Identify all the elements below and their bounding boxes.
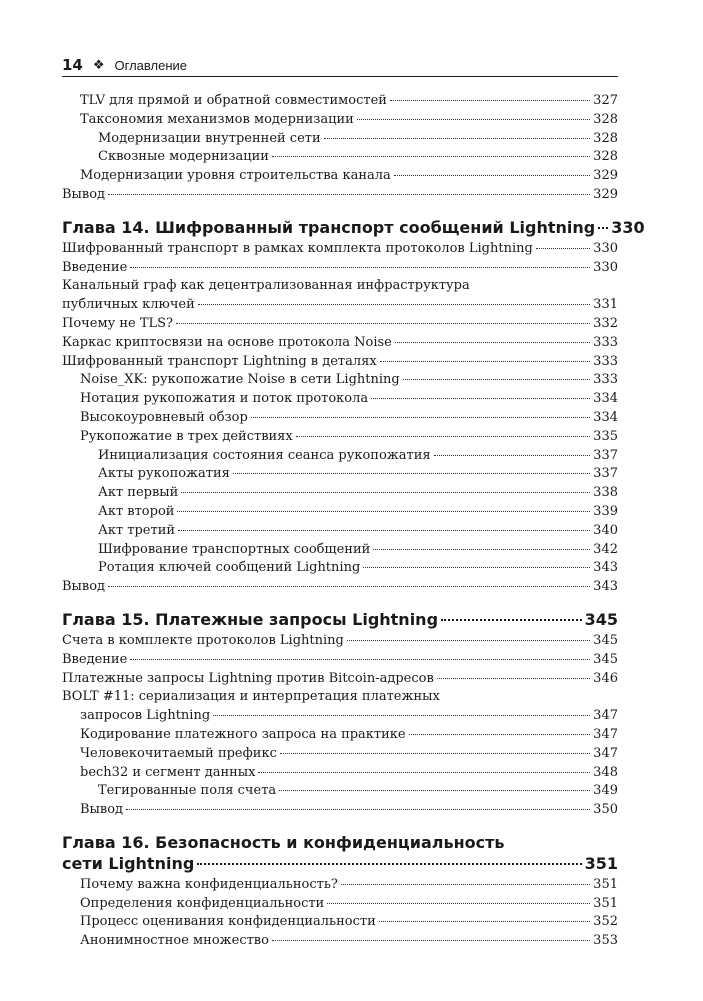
toc-entry[interactable]: Шифрование транспортных сообщений 342 bbox=[98, 541, 618, 557]
toc-entry[interactable]: Человекочитаемый префикс 347 bbox=[80, 745, 618, 761]
toc-entry[interactable]: bech32 и сегмент данных 348 bbox=[80, 764, 618, 780]
toc-entry[interactable]: Вывод 350 bbox=[80, 802, 618, 818]
toc-entry[interactable]: Ротация ключей сообщений Lightning 343 bbox=[98, 560, 618, 576]
toc-entry[interactable]: запросов Lightning 347 bbox=[80, 708, 618, 724]
toc-entry[interactable]: Введение 330 bbox=[62, 259, 618, 275]
diamond-ornament-icon: ❖ bbox=[92, 57, 105, 72]
toc-entry[interactable]: Кодирование платежного запроса на практике 347 bbox=[80, 726, 618, 742]
chapter-16-heading-line1[interactable]: Глава 16. Безопасность и конфиденциальность bbox=[62, 832, 505, 852]
toc-entry[interactable]: Высокоуровневый обзор 334 bbox=[80, 409, 618, 425]
toc-entry[interactable]: Рукопожатие в трех действиях 335 bbox=[80, 428, 618, 444]
chapter-15-heading[interactable]: Глава 15. Платежные запросы Lightning 345 bbox=[62, 609, 618, 629]
toc-entry[interactable]: Акты рукопожатия 337 bbox=[98, 466, 618, 482]
toc-entry[interactable]: Акт первый 338 bbox=[98, 485, 618, 501]
toc-entry[interactable]: Сквозные модернизации 328 bbox=[98, 149, 618, 165]
page-number: 14 bbox=[62, 56, 83, 74]
toc-entry[interactable]: Модернизации уровня строительства канала 329 bbox=[80, 168, 618, 184]
table-of-contents bbox=[62, 92, 645, 951]
toc-entry[interactable]: Тегированные поля счета 349 bbox=[98, 783, 618, 799]
toc-entry[interactable]: Почему важна конфиденциальность? 351 bbox=[80, 876, 618, 892]
toc-entry-line1[interactable]: BOLT #11: сериализация и интерпретация платежных bbox=[62, 689, 440, 705]
toc-entry[interactable]: Вывод 329 bbox=[62, 186, 618, 202]
toc-entry[interactable]: Почему не TLS? 332 bbox=[62, 315, 618, 331]
toc-entry[interactable]: Шифрованный транспорт в рамках комплекта протоколов Lightning 330 bbox=[62, 240, 618, 256]
toc-entry[interactable]: Акт второй 339 bbox=[98, 503, 618, 519]
toc-entry[interactable]: Акт третий 340 bbox=[98, 522, 618, 538]
toc-entry[interactable]: TLV для прямой и обратной совместимостей 327 bbox=[80, 93, 618, 108]
toc-entry[interactable]: Определения конфиденциальности 351 bbox=[80, 895, 618, 911]
toc-entry-line1[interactable]: Канальный граф как децентрализованная инфраструктура bbox=[62, 278, 470, 294]
toc-entry[interactable]: публичных ключей 331 bbox=[62, 297, 618, 313]
toc-entry[interactable]: Анонимностное множество 353 bbox=[80, 933, 618, 949]
chapter-14-heading[interactable]: Глава 14. Шифрованный транспорт сообщений Lightning 330 bbox=[62, 217, 645, 237]
toc-entry[interactable]: Таксономия механизмов модернизации 328 bbox=[80, 111, 618, 127]
toc-entry[interactable]: Счета в комплекте протоколов Lightning 345 bbox=[62, 632, 618, 648]
header-title: Оглавление bbox=[114, 57, 188, 73]
running-header bbox=[62, 54, 618, 77]
toc-entry[interactable]: Введение 345 bbox=[62, 651, 618, 667]
toc-entry[interactable]: Процесс оценивания конфиденциальности 352 bbox=[80, 914, 618, 930]
toc-entry[interactable]: Noise_XK: рукопожатие Noise в сети Lightning 333 bbox=[80, 372, 618, 388]
toc-entry[interactable]: Вывод 343 bbox=[62, 579, 618, 595]
toc-entry[interactable]: Шифрованный транспорт Lightning в деталях 333 bbox=[62, 353, 618, 369]
toc-entry[interactable]: Модернизации внутренней сети 328 bbox=[98, 130, 618, 146]
toc-entry[interactable]: Инициализация состояния сеанса рукопожатия 337 bbox=[98, 447, 618, 463]
toc-entry[interactable]: Нотация рукопожатия и поток протокола 334 bbox=[80, 391, 618, 407]
chapter-16-heading[interactable]: сети Lightning 351 bbox=[62, 853, 618, 873]
toc-entry[interactable]: Платежные запросы Lightning против Bitcoin-адресов 346 bbox=[62, 670, 618, 686]
toc-entry[interactable]: Каркас криптосвязи на основе протокола Noise 333 bbox=[62, 334, 618, 350]
